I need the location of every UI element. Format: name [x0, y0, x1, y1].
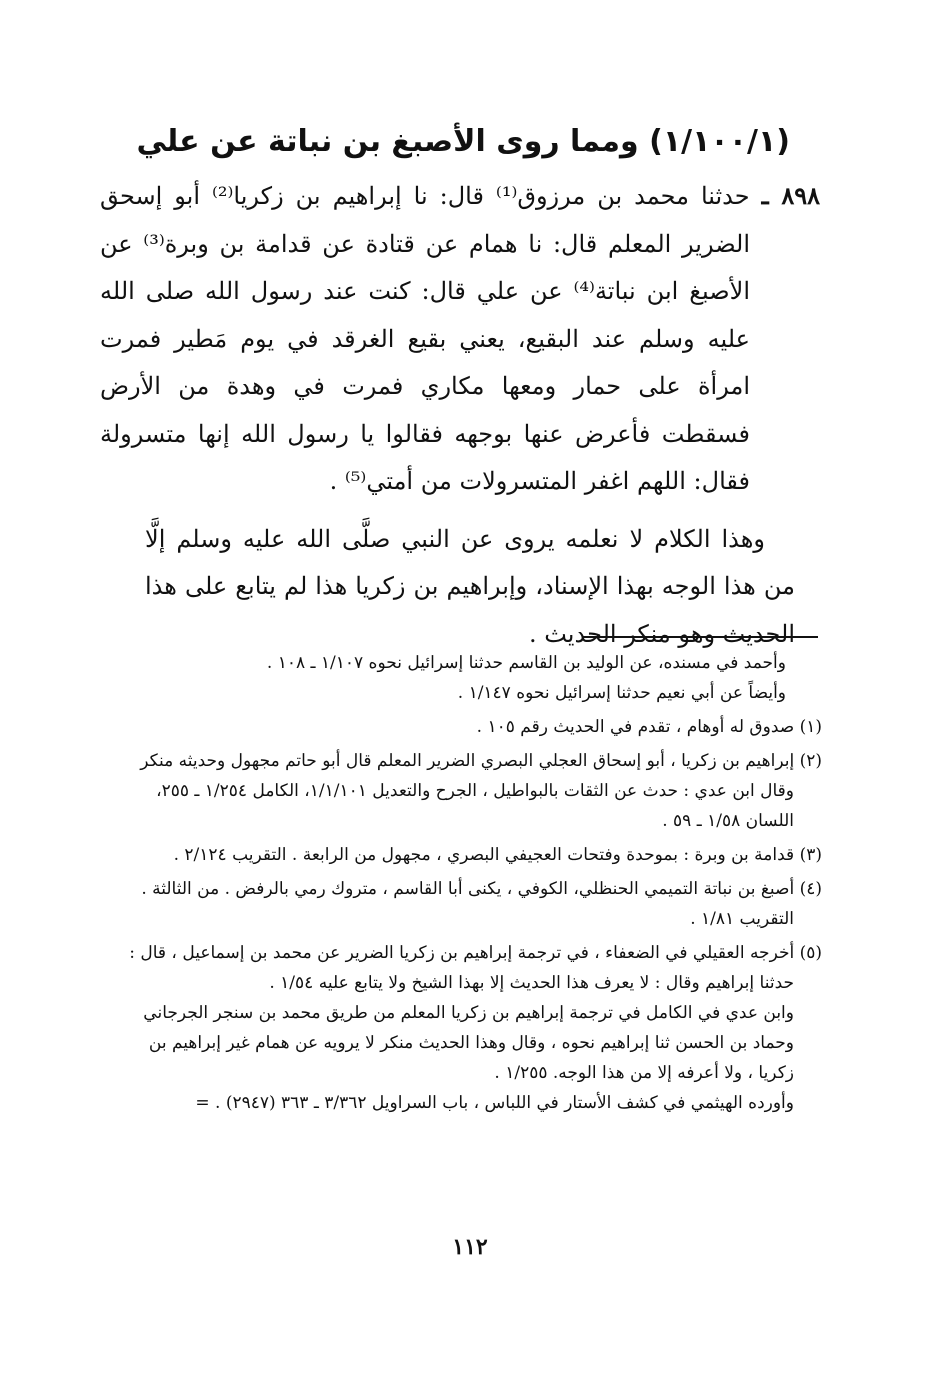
footnote-carryover-line: وأحمد في مسنده، عن الوليد بن القاسم حدثنا إسرائيل نحوه ١/١٠٧ ـ ١٠٨ .	[266, 653, 786, 673]
footnotes	[110, 648, 822, 1118]
footnote-5-continuation: وابن عدي في الكامل في ترجمة إبراهيم بن زكريا المعلم من طريق محمد بن سنجر الجرجاني وحماد بن الحسن ثنا إبراهيم نحوه ، وقال وهذا الحديث منكر لا يرويه عن همام غير إبراهيم بن زكريا ، ولا أعرفه إلا من هذا الوجه. ١/٢٥٥ .	[143, 1003, 794, 1083]
page-number: ١١٢	[452, 1234, 488, 1260]
footnote-1: (١) صدوق له أوهام ، تقدم في الحديث رقم ١٠٥ .	[476, 717, 822, 737]
footnote-2: (٢) إبراهيم بن زكريا ، أبو إسحاق العجلي البصري الضرير المعلم قال أبو حاتم مجهول وحديثه منكر وقال ابن عدي : حدث عن الثقات بالبواطيل ، الجرح والتعديل ١/١/١٠١، الكامل ١/٢٥٤ ـ ٢٥٥، اللسان ١/٥٨ ـ ٥٩ .	[140, 751, 822, 831]
footnote-carryover-line: وأيضاً عن أبي نعيم حدثنا إسرائيل نحوه ١/١٤٧ .	[457, 683, 786, 703]
hadith-paragraph	[100, 172, 820, 506]
footnote-5-last-line: وأورده الهيثمي في كشف الأستار في اللباس ، باب السراويل ٣/٣٦٢ ـ ٣٦٣ (٢٩٤٧) . =	[195, 1093, 794, 1113]
footnote-3: (٣) قدامة بن وبرة : بموحدة وفتحات العجيفي البصري ، مجهول من الرابعة . التقريب ٢/١٢٤ .	[173, 845, 822, 865]
commentary-paragraph: وهذا الكلام لا نعلمه يروى عن النبي صلَّى الله عليه وسلم إلَّا من هذا الوجه بهذا الإسناد، وإبراهيم بن زكريا هذا لم يتابع على هذا الحديث وهو منكر الحديث .	[145, 524, 795, 648]
hadith-text: حدثنا محمد بن مرزوق⁽¹⁾ قال: نا إبراهيم بن زكريا⁽²⁾ أبو إسحق الضرير المعلم قال: نا همام عن قتادة عن قدامة بن وبرة⁽³⁾ عن الأصبغ ابن نباتة⁽⁴⁾ عن علي قال: كنت عند رسول الله صلى الله عليه وسلم عند البقيع، يعني بقيع الغرقد في يوم مَطير فمرت امرأة على حمار ومعها مكاري فمرت في وهدة من الأرض فسقطت فأعرض عنها بوجهه فقالوا يا رسول الله إنها متسرولة فقال: اللهم اغفر المتسرولات من أمتي⁽⁵⁾ .	[100, 182, 750, 495]
footnote-4: (٤) أصبغ بن نباتة التميمي الحنظلي، الكوفي ، يكنى أبا القاسم ، متروك رمي بالرفض . من الثالثة . التقريب ١/٨١ .	[141, 879, 822, 929]
hadith-body	[100, 172, 820, 658]
section-heading: (١/١٠٠/١) ومما روى الأصبغ بن نباتة عن علي	[136, 124, 790, 159]
footnote-5: (٥) أخرجه العقيلي في الضعفاء ، في ترجمة إبراهيم بن زكريا الضرير عن محمد بن إسماعيل ، قال : حدثنا إبراهيم وقال : لا يعرف هذا الحديث إلا بهذا الشيخ ولا يتابع عليه ١/٥٤ .	[129, 943, 822, 993]
footnote-separator	[582, 636, 818, 638]
hadith-number: ٨٩٨ ـ	[761, 181, 821, 210]
